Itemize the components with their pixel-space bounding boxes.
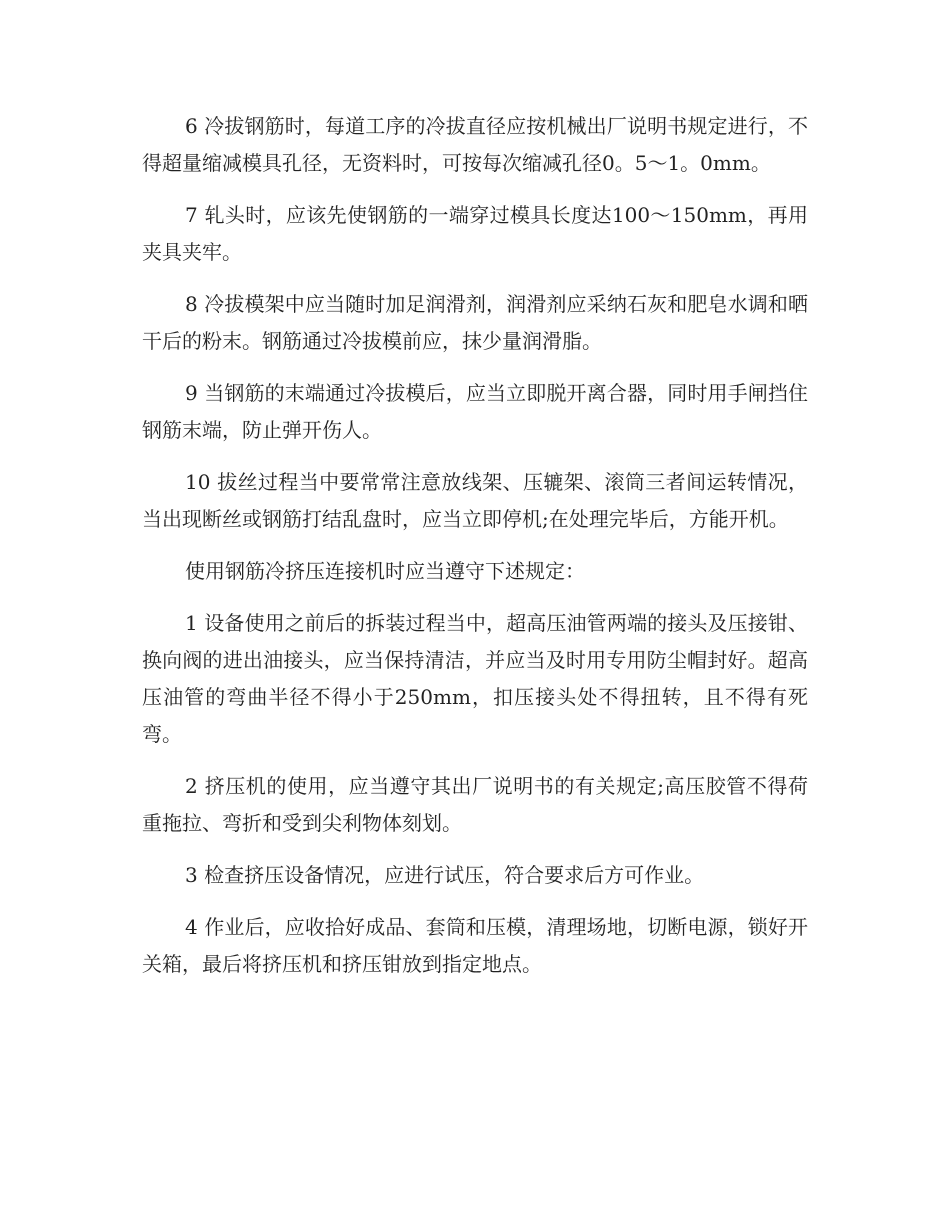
paragraph-after-work: 4 作业后，应收拾好成品、套筒和压模，清理场地，切断电源，锁好开关箱，最后将挤压机和挤压钳放到指定地点。 <box>142 915 808 976</box>
paragraph-rolling-head: 7 轧头时，应该先使钢筋的一端穿过模具长度达100～150mm，再用夹具夹牢。 <box>142 203 808 264</box>
paragraph-wire-drawing-monitoring: 10 拔丝过程当中要常常注意放线架、压辘架、滚筒三者间运转情况，当出现断丝或钢筋打结乱盘时，应当立即停机;在处理完毕后，方能开机。 <box>142 470 808 531</box>
paragraph-lubricant: 8 冷拔模架中应当随时加足润滑剂，润滑剂应采纳石灰和肥皂水调和晒干后的粉末。钢筋通过冷拔模前应，抹少量润滑脂。 <box>142 292 808 353</box>
paragraph-pressure-test: 3 检查挤压设备情况，应进行试压，符合要求后方可作业。 <box>185 863 705 887</box>
paragraph-cold-drawing-diameter: 6 冷拔钢筋时，每道工序的冷拔直径应按机械出厂说明书规定进行，不得超量缩减模具孔径，无资料时，可按每次缩减孔径0。5～1。0mm。 <box>142 114 808 175</box>
paragraph-hose-maintenance: 1 设备使用之前后的拆装过程当中，超高压油管两端的接头及压接钳、换向阀的进出油接头，应当保持清洁，并应当及时用专用防尘帽封好。超高压油管的弯曲半径不得小于250mm，扣压接头处不得扭转，且不得有死弯。 <box>142 611 808 746</box>
document-body <box>142 108 808 998</box>
paragraph-extruder-usage: 2 挤压机的使用，应当遵守其出厂说明书的有关规定;高压胶管不得荷重拖拉、弯折和受到尖利物体刻划。 <box>142 774 808 835</box>
paragraph-clutch-release: 9 当钢筋的末端通过冷拔模后，应当立即脱开离合器，同时用手闸挡住钢筋末端，防止弹开伤人。 <box>142 381 808 442</box>
paragraph-extrusion-intro: 使用钢筋冷挤压连接机时应当遵守下述规定： <box>185 559 585 583</box>
